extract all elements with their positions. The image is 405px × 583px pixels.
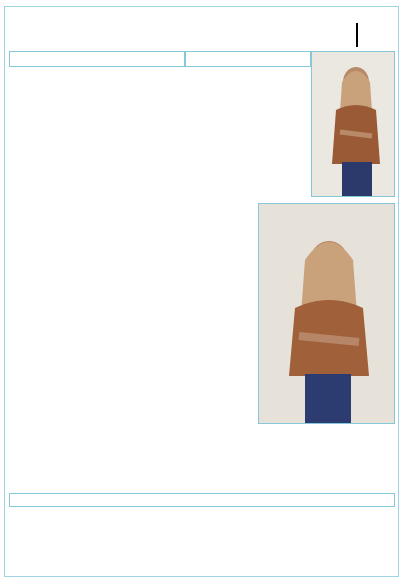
section-employment (9, 69, 15, 73)
form-title (5, 19, 400, 55)
ref-row (9, 51, 185, 67)
section-knowledge (9, 405, 15, 409)
section-detail (9, 151, 15, 155)
text-cursor (356, 23, 358, 47)
previous-employment-text (11, 494, 17, 496)
date-row (185, 51, 311, 67)
section-previous (9, 477, 15, 481)
applicant-photo-small (311, 51, 395, 197)
application-form (4, 6, 399, 577)
previous-employment-row (9, 493, 395, 507)
applicant-photo-large (258, 203, 395, 424)
section-work (9, 510, 15, 514)
